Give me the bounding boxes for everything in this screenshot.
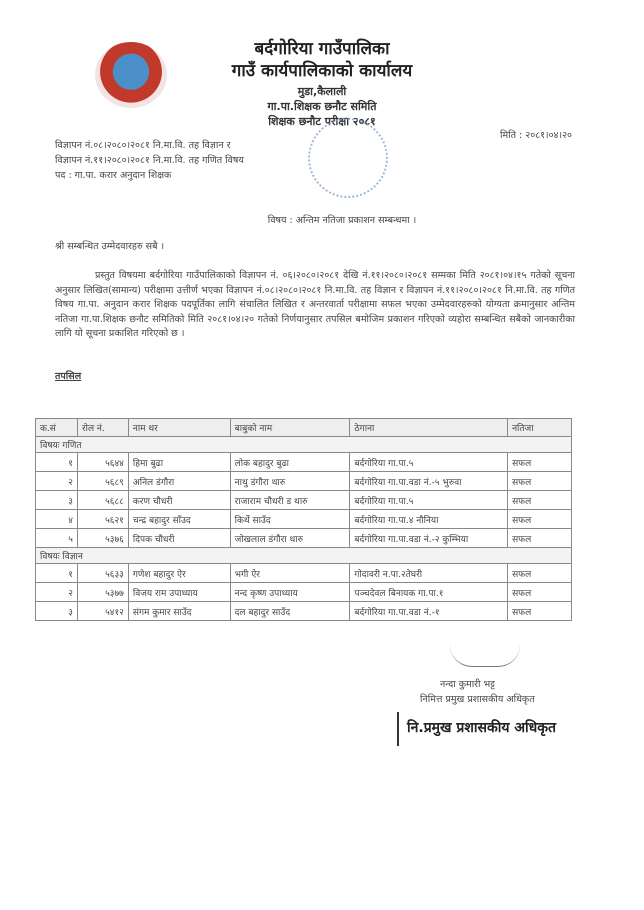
table-header — [36, 419, 572, 437]
cell-name: अनिल डंगौरा — [128, 472, 230, 491]
cell-roll: ५६४४ — [77, 453, 128, 472]
cell-name: करण चौधरी — [128, 491, 230, 510]
table-row — [36, 491, 572, 510]
cell-sn: २ — [36, 472, 78, 491]
header-roll: रोल नं. — [77, 419, 128, 437]
header-result: नतिजा — [508, 419, 572, 437]
cell-result: सफल — [508, 583, 572, 602]
org-name: बर्दगोरिया गाउँपालिका — [254, 39, 390, 59]
cell-address: बर्दगोरिया गा.पा.५ — [350, 491, 508, 510]
table-row — [36, 453, 572, 472]
cell-name: संगम कुमार साउँद — [128, 602, 230, 621]
cell-result: सफल — [508, 453, 572, 472]
cell-name: विजय राम उपाध्याय — [128, 583, 230, 602]
group-label: विषयः विज्ञान — [36, 548, 572, 564]
cell-roll: ५६२१ — [77, 510, 128, 529]
cell-result: सफल — [508, 491, 572, 510]
cell-father: लोक बहादुर बुढा — [230, 453, 350, 472]
cell-father: राजाराम चौधरी ड थारु — [230, 491, 350, 510]
cell-father: नाथु डंगौरा थारु — [230, 472, 350, 491]
cell-address: बर्दगोरिया गा.पा.४ नौनिया — [350, 510, 508, 529]
cell-address: बर्दगोरिया गा.पा.वडा नं.-१ — [350, 602, 508, 621]
table-row — [36, 510, 572, 529]
ref-1: विज्ञापन नं.०८।२०८०।२०८१ नि.मा.वि. तह विज्ञान र — [55, 140, 231, 151]
table-row — [36, 602, 572, 621]
cell-sn: २ — [36, 583, 78, 602]
cell-roll: ५३७७ — [77, 583, 128, 602]
cell-result: सफल — [508, 472, 572, 491]
cell-result: सफल — [508, 529, 572, 548]
cell-address: पञ्चदेवल बिनायक गा.पा.१ — [350, 583, 508, 602]
cell-father: किर्थे साउँद — [230, 510, 350, 529]
cell-father: भगी ऐर — [230, 564, 350, 583]
cell-sn: १ — [36, 453, 78, 472]
cell-name: चन्द्र बहादुर साँउद — [128, 510, 230, 529]
place: मुडा,कैलाली — [297, 85, 347, 98]
cell-roll: ५३७६ — [77, 529, 128, 548]
cell-father: जोखलाल डंगौरा थारु — [230, 529, 350, 548]
header-father: बाबुको नाम — [230, 419, 350, 437]
cell-roll: ५६८८ — [77, 491, 128, 510]
office-name: गाउँ कार्यपालिकाको कार्यालय — [231, 61, 413, 81]
tapsil-heading: तपसिल — [55, 371, 82, 382]
header-name: नाम थर — [128, 419, 230, 437]
body-paragraph: प्रस्तुत विषयमा बर्दगोरिया गाउँपालिकाको विज्ञापन नं. ०६।२०८०।२०८१ देखि नं.११।२०८०।२०८१ सम्मका मिति २०८१।०४।१५ गतेको सूचना अनुसार लिखित(सामान्य) परीक्षामा उत्तीर्ण भएका विज्ञापन नं.०८।२०८०।२०८१ नि.मा.वि. तह विज्ञान र विज्ञापन नं.११।२०८०।२०८१ नि.मा.वि. तह गणित विषय गा.पा. अनुदान करार शिक्षक पदपूर्तिका लागि संचालित लिखित र अन्तरवार्ता परीक्षामा सफल भएका उम्मेदवारहरुको योग्यता क्रमानुसार अन्तिम नतिजा गा.पा.शिक्षक छनौट समितिको मिति २०८१।०४।२० गतेको निर्णयानुसार तपसिल बमोजिम प्रकाशन गरिएको व्यहोरा सम्बन्धित सबैको जानकारीका लागि यो सूचना प्रकाशित गरिएको छ । — [55, 270, 575, 339]
table-row — [36, 583, 572, 602]
group-row — [36, 437, 572, 453]
post: पद : गा.पा. करार अनुदान शिक्षक — [55, 170, 172, 181]
cell-address: बर्दगोरिया गा.पा.५ — [350, 453, 508, 472]
cell-sn: ४ — [36, 510, 78, 529]
cell-father: दल बहादुर साउँद — [230, 602, 350, 621]
table-row — [36, 472, 572, 491]
designation-stamp: नि.प्रमुख प्रशासकीय अधिकृत — [397, 712, 567, 746]
cell-roll: ५६३३ — [77, 564, 128, 583]
cell-result: सफल — [508, 564, 572, 583]
committee: गा.पा.शिक्षक छनौट समिति — [267, 100, 377, 113]
cell-father: नन्द कृष्ण उपाध्याय — [230, 583, 350, 602]
header-sn: क.सं — [36, 419, 78, 437]
header-address: ठेगाना — [350, 419, 508, 437]
cell-name: गणेश बहादुर ऐर — [128, 564, 230, 583]
cell-result: सफल — [508, 602, 572, 621]
cell-address: बर्दगोरिया गा.पा.वडा नं.-५ भुरुवा — [350, 472, 508, 491]
table-row — [36, 529, 572, 548]
group-label: विषयः गणित — [36, 437, 572, 453]
signature-mark — [450, 645, 520, 667]
cell-name: हिमा बुढा — [128, 453, 230, 472]
cell-address: गोदावरी न.पा.२तेघरी — [350, 564, 508, 583]
table-row — [36, 564, 572, 583]
cell-address: बर्दगोरिया गा.पा.वडा नं.-२ कुम्भिया — [350, 529, 508, 548]
exam-title: शिक्षक छनौट परीक्षा २०८१ — [268, 115, 376, 128]
cell-roll: ५४१२ — [77, 602, 128, 621]
ref-2: विज्ञापन नं.११।२०८०।२०८१ नि.मा.वि. तह गणित विषय — [55, 155, 244, 166]
results-table — [35, 418, 572, 621]
cell-result: सफल — [508, 510, 572, 529]
cell-name: दिपक चौधरी — [128, 529, 230, 548]
cell-sn: ३ — [36, 602, 78, 621]
cell-sn: १ — [36, 564, 78, 583]
cell-sn: ३ — [36, 491, 78, 510]
subject: विषय : अन्तिम नतिजा प्रकाशन सम्बन्धमा । — [267, 215, 417, 226]
signatory-name: नन्दा कुमारी भट्ट — [440, 679, 495, 690]
cell-sn: ५ — [36, 529, 78, 548]
office-stamp — [308, 118, 388, 198]
signatory-title: निमित्त प्रमुख प्रशासकीय अधिकृत — [420, 694, 535, 705]
cell-roll: ५६८९ — [77, 472, 128, 491]
group-row — [36, 548, 572, 564]
date: मिति : २०८१।०४।२० — [500, 130, 572, 141]
addressee: श्री सम्बन्धित उम्मेदवारहरु सबै । — [55, 241, 165, 252]
